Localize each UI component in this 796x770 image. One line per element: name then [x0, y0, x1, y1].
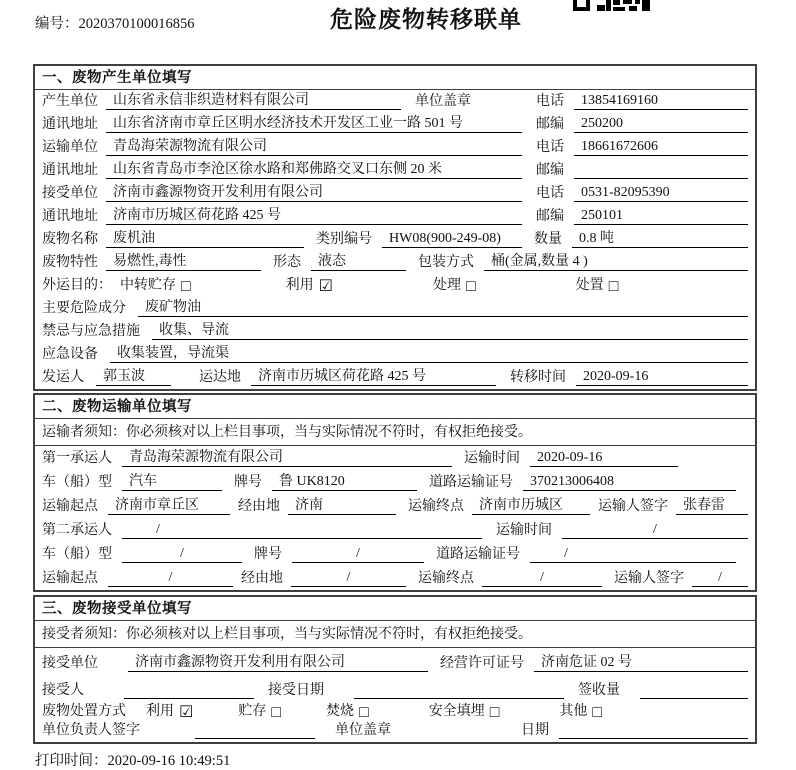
transfer-time-label: 转移时间 [510, 370, 566, 385]
checkbox-disposal-other: □ [592, 704, 603, 721]
row-responsible-signature [35, 723, 755, 742]
producer-postcode-label: 邮编 [536, 117, 564, 132]
print-time-label: 打印时间： [35, 753, 108, 769]
disposal-other-label: 其他 [559, 704, 588, 719]
row-first-route [35, 494, 755, 518]
disposal-incinerate-label: 焚烧 [326, 704, 355, 719]
transport-phone-value: 18661672606 [574, 139, 748, 156]
transfer-time-value: 2020-09-16 [576, 369, 748, 386]
row-transport-unit [35, 136, 755, 159]
row-waste-property [35, 251, 755, 274]
accept-date-value [354, 682, 564, 699]
hazard-component-value: 废矿物油 [138, 296, 748, 317]
transport-unit-label: 运输单位 [42, 140, 98, 155]
first-transport-time-label: 运输时间 [464, 451, 520, 466]
section3-header: 三、废物接受单位填写 [35, 597, 755, 621]
transport-phone-label: 电话 [536, 140, 564, 155]
first-terminus-value: 济南市历城区 [472, 494, 590, 515]
emergency-equipment-label: 应急设备 [42, 347, 98, 362]
receiver-address-label: 通讯地址 [42, 209, 98, 224]
producer-unit-label: 产生单位 [42, 94, 98, 109]
second-transport-time-value: / [562, 522, 748, 539]
purpose-utilize-label: 利用 [285, 278, 314, 293]
date-label: 日期 [521, 723, 549, 738]
purpose-option-dispose [576, 274, 619, 294]
unit-seal-label: 单位盖章 [415, 94, 471, 109]
transport-postcode-label: 邮编 [536, 163, 564, 178]
checkbox-utilize-checked: ☑ [318, 278, 334, 295]
license-number-label: 经营许可证号 [440, 656, 524, 671]
qr-code-fragment [573, 0, 651, 11]
section-waste-producer [33, 64, 757, 391]
producer-unit-value: 山东省永信非织造材料有限公司 [106, 89, 401, 110]
second-origin-value: / [108, 570, 233, 587]
receiver-address-value: 济南市历城区荷花路 425 号 [106, 204, 522, 225]
second-road-permit-label: 道路运输证号 [436, 547, 520, 562]
received-quantity-value [640, 682, 748, 699]
transport-unit-value: 青岛海荣源物流有限公司 [106, 135, 522, 156]
producer-address-value: 山东省济南市章丘区明水经济技术开发区工业一路 501 号 [106, 112, 522, 133]
producer-phone-value: 13854169160 [574, 93, 748, 110]
receiver-phone-value: 0531-82095390 [574, 185, 748, 202]
second-vehicle-type-value: / [122, 546, 242, 563]
first-via-label: 经由地 [238, 499, 280, 514]
row-second-route [35, 566, 755, 590]
first-signature-label: 运输人签字 [598, 499, 668, 514]
form-state-value: 液态 [311, 250, 406, 271]
quantity-value: 0.8 吨 [572, 227, 748, 248]
transporter-notice: 运输者须知：你必须核对以上栏目事项，当与实际情况不符时，有权拒绝接受。 [35, 419, 755, 446]
disposal-option-storage [238, 700, 281, 720]
producer-address-label: 通讯地址 [42, 117, 98, 132]
received-quantity-label: 签收量 [578, 683, 620, 698]
contraindication-value: 收集、导流 [152, 319, 748, 340]
producer-postcode-value: 250200 [574, 116, 748, 133]
packaging-value: 桶(金属,数量 4 ) [484, 250, 748, 271]
form-state-label: 形态 [273, 255, 301, 270]
section-waste-receiver [33, 595, 757, 744]
receiver-phone-label: 电话 [536, 186, 564, 201]
checkbox-disposal-utilize-checked: ☑ [179, 704, 194, 721]
row-acceptor [35, 675, 755, 702]
first-signature-value: 张春雷 [676, 494, 748, 515]
responsible-signature-label: 单位负责人签字 [42, 723, 140, 738]
print-time [35, 749, 230, 770]
disposal-storage-label: 贮存 [238, 704, 267, 719]
checkbox-disposal-storage: □ [271, 704, 282, 721]
first-plate-label: 牌号 [234, 475, 262, 490]
producer-phone-label: 电话 [536, 94, 564, 109]
row-accepting-unit [35, 648, 755, 675]
disposal-method-label: 废物处置方式 [42, 704, 126, 719]
responsible-signature-value [195, 722, 315, 739]
purpose-transfer-storage-label: 中转贮存 [120, 278, 176, 293]
purpose-option-transfer-storage [120, 274, 191, 294]
disposal-landfill-label: 安全填埋 [428, 704, 485, 719]
emergency-equipment-value: 收集装置，导流渠 [110, 342, 748, 363]
accepting-unit-value: 济南市鑫源物资开发利用有限公司 [128, 651, 428, 672]
print-time-value: 2020-09-16 10:49:51 [107, 753, 231, 769]
waste-property-value: 易燃性,毒性 [106, 250, 261, 271]
checkbox-dispose: □ [608, 278, 619, 295]
contraindication-label: 禁忌与应急措施 [42, 324, 140, 339]
destination-label: 运达地 [199, 370, 241, 385]
purpose-option-treat [433, 274, 476, 294]
consignor-label: 发运人 [42, 370, 84, 385]
purpose-treat-label: 处理 [433, 278, 462, 293]
checkbox-transfer-storage: □ [181, 278, 191, 295]
disposal-option-other [559, 700, 602, 720]
row-second-vehicle [35, 542, 755, 566]
row-waste-name [35, 228, 755, 251]
consignor-value: 郭玉波 [96, 365, 171, 386]
row-consignor [35, 366, 755, 389]
row-producer-unit [35, 90, 755, 113]
section2-header: 二、废物运输单位填写 [35, 395, 755, 419]
receiver-notice: 接受者须知：你必须核对以上栏目事项，当与实际情况不符时，有权拒绝接受。 [35, 621, 755, 648]
disposal-option-landfill [429, 700, 500, 720]
serial-number-value: 2020370100016856 [78, 16, 195, 32]
category-code-value: HW08(900-249-08) [382, 231, 522, 248]
first-carrier-value: 青岛海荣源物流有限公司 [122, 446, 452, 467]
waste-name-label: 废物名称 [42, 232, 98, 247]
outbound-purpose-label: 外运目的： [42, 278, 112, 293]
first-origin-value: 济南市章丘区 [108, 494, 230, 515]
first-road-permit-value: 370213006408 [523, 474, 736, 491]
accepting-unit-label: 接受单位 [42, 656, 98, 671]
second-plate-label: 牌号 [254, 547, 282, 562]
date-value [559, 722, 748, 739]
row-first-vehicle [35, 470, 755, 494]
row-hazard-component [35, 297, 755, 320]
first-plate-value: 鲁 UK8120 [272, 470, 417, 491]
second-vehicle-type-label: 车（船）型 [42, 547, 112, 562]
unit-seal2-label: 单位盖章 [335, 723, 391, 738]
first-via-value: 济南 [288, 494, 396, 515]
receiver-unit-label: 接受单位 [42, 186, 98, 201]
transport-postcode-value [574, 162, 748, 179]
second-via-value: / [291, 570, 406, 587]
row-receiver-address [35, 205, 755, 228]
row-disposal-method [35, 702, 755, 723]
second-carrier-value: / [122, 522, 482, 539]
receiver-postcode-value: 250101 [574, 208, 748, 225]
row-contraindication [35, 320, 755, 343]
category-code-label: 类别编号 [316, 232, 372, 247]
destination-value: 济南市历城区荷花路 425 号 [251, 365, 496, 386]
second-origin-label: 运输起点 [42, 571, 98, 586]
first-carrier-label: 第一承运人 [42, 451, 112, 466]
row-emergency-equipment [35, 343, 755, 366]
second-terminus-label: 运输终点 [418, 571, 474, 586]
waste-property-label: 废物特性 [42, 255, 98, 270]
hazard-component-label: 主要危险成分 [42, 301, 126, 316]
second-terminus-value: / [482, 570, 602, 587]
transport-address-label: 通讯地址 [42, 163, 98, 178]
serial-number-label: 编号： [35, 16, 79, 32]
row-outbound-purpose [35, 274, 755, 297]
acceptor-value [124, 682, 254, 699]
first-transport-time-value: 2020-09-16 [530, 450, 678, 467]
purpose-option-utilize [286, 274, 333, 294]
first-vehicle-type-label: 车（船）型 [42, 475, 112, 490]
accept-date-label: 接受日期 [268, 683, 324, 698]
first-vehicle-type-value: 汽车 [122, 470, 222, 491]
waste-name-value: 废机油 [106, 227, 304, 248]
second-transport-time-label: 运输时间 [496, 523, 552, 538]
section1-header: 一、废物产生单位填写 [35, 66, 755, 90]
purpose-dispose-label: 处置 [575, 278, 604, 293]
receiver-postcode-label: 邮编 [536, 209, 564, 224]
first-terminus-label: 运输终点 [408, 499, 464, 514]
disposal-utilize-label: 利用 [146, 704, 174, 719]
second-signature-label: 运输人签字 [614, 571, 684, 586]
row-receiver-unit [35, 182, 755, 205]
page-title: 危险废物转移联单 [330, 7, 522, 32]
packaging-label: 包装方式 [418, 255, 474, 270]
second-via-label: 经由地 [241, 571, 283, 586]
row-first-carrier [35, 446, 755, 470]
second-signature-value: / [692, 570, 748, 587]
transport-address-value: 山东省青岛市李沧区徐水路和郑佛路交叉口东侧 20 米 [106, 158, 522, 179]
license-number-value: 济南危证 02 号 [534, 651, 748, 672]
quantity-label: 数量 [534, 232, 562, 247]
first-origin-label: 运输起点 [42, 499, 98, 514]
second-road-permit-value: / [530, 546, 736, 563]
checkbox-disposal-incinerate: □ [359, 704, 369, 721]
checkbox-treat: □ [466, 278, 476, 295]
receiver-unit-value: 济南市鑫源物资开发利用有限公司 [106, 181, 522, 202]
disposal-option-incinerate [326, 700, 369, 720]
second-plate-value: / [292, 546, 424, 563]
row-producer-address [35, 113, 755, 136]
row-transport-address [35, 159, 755, 182]
section-waste-transporter [33, 393, 757, 592]
checkbox-disposal-landfill: □ [489, 704, 500, 721]
disposal-option-utilize [146, 700, 193, 720]
row-second-carrier [35, 518, 755, 542]
acceptor-label: 接受人 [42, 683, 84, 698]
second-carrier-label: 第二承运人 [42, 523, 112, 538]
first-road-permit-label: 道路运输证号 [429, 475, 513, 490]
